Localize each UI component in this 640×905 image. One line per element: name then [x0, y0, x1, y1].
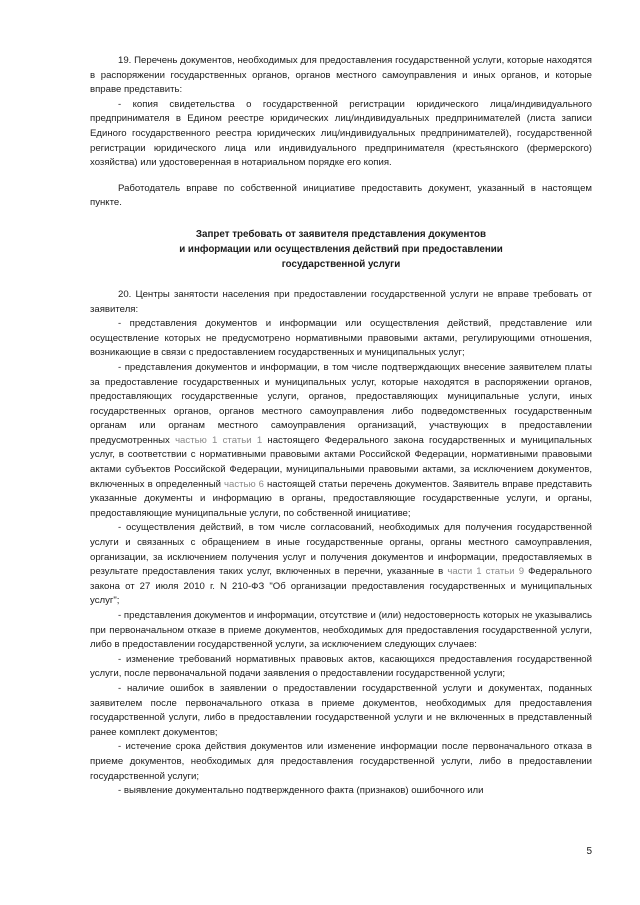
paragraph-20-item-1: - представления документов и информации или осуществления действий, представление или осуществление которых не предусмотрено нормативными правовыми актами, регулирующими отношения, возникающие в связи с предоставлением государственных и муниципальных услуг;	[90, 318, 592, 359]
spacer	[90, 211, 592, 227]
exception-item-3: - истечение срока действия документов или изменение информации после первоначального отказа в приеме документов, необходимых для предоставления государственной услуги, либо в предоставлении государственной услуги;	[90, 741, 592, 782]
section-heading-line-3: государственной услуги	[281, 258, 401, 270]
section-heading-line-2: и информации или осуществления действий при предоставлении	[179, 243, 503, 255]
exception-item-2: - наличие ошибок в заявлении о предоставлении государственной услуги и документах, поданных заявителем после первоначального отказа в приеме документов, необходимых для предоставления государственной услуги, либо в предоставлении государственной услуги и не включенных в представленный ранее комплект документов;	[90, 682, 592, 738]
text-run: Федерального закона от 27 июля 2010 г. N 210-ФЗ "Об организации предоставления государственных и муниципальных услуг";	[90, 566, 592, 607]
text-run: настоящего Федерального закона государственных и муниципальных услуг, в соответствии с нормативными правовыми актами Российской Федерации, нормативными правовыми актами субъектов Российской Федерации, муниципальными правовыми актами, за исключением документов, включенных в определенный	[90, 434, 592, 490]
paragraph-20-intro: 20. Центры занятости населения при предоставлении государственной услуги не вправе требовать от заявителя:	[90, 288, 592, 315]
exception-item-4: - выявление документально подтвержденного факта (признаков) ошибочного или	[118, 785, 484, 797]
paragraph-20-item-4: - представления документов и информации, отсутствие и (или) недостоверность которых не указывались при первоначальном отказе в приеме документов, необходимых для предоставления государственной услуги, либо в предоставлении государственной услуги, за исключением следующих случаев:	[90, 610, 592, 651]
law-reference-link: частью 6	[223, 478, 265, 490]
text-run: настоящей статьи перечень документов. Заявитель вправе представить указанные документы и информацию в органы, предоставляющие государственные услуги, и органы, предоставляющие муниципальные услуги, по собственной инициативе;	[90, 478, 592, 519]
text-run: - осуществления действий, в том числе согласований, необходимых для получения государственной услуги и связанных с обращением в иные государственные органы, органы местного самоуправления, организации, за исключением получения услуг и получения документов и информации, предоставляемых в результате предоставления таких услуг, включенных в перечни, указанные в	[90, 522, 592, 578]
page-number: 5	[586, 846, 592, 857]
spacer	[90, 272, 592, 288]
law-reference-link: частью 1 статьи 1	[175, 434, 263, 446]
paragraph-19-item: - копия свидетельства о государственной регистрации юридического лица/индивидуального предпринимателя в Едином реестре юридических лиц/индивидуальных предпринимателей (листа записи Единого государственного реестра юридических лиц/индивидуальных предпринимателей), государственной регистрации юридического лица или индивидуального предпринимателя (крестьянского (фермерского) хозяйства) или удостоверенная в нотариальном порядке его копия.	[90, 98, 592, 169]
text-run: - представления документов и информации, в том числе подтверждающих внесение заявителем платы за предоставление государственных и муниципальных услуг, которые находятся в распоряжении органов, предоставляющих государственные услуги, органов, предоставляющих муниципальные услуги, иных государственных органов, органов местного самоуправления либо подведомственных государственным органам или органам местного самоуправления организаций, участвующих в предоставлении предусмотренных	[90, 361, 592, 446]
paragraph-20-item-3	[90, 521, 592, 609]
spacer	[90, 171, 592, 182]
exception-item-1: - изменение требований нормативных правовых актов, касающихся предоставления государственной услуги, после первоначальной подачи заявления о предоставлении государственной услуги;	[90, 653, 592, 680]
paragraph-19-note: Работодатель вправе по собственной инициативе предоставить документ, указанный в настоящем пункте.	[90, 182, 592, 209]
paragraph-20-item-2	[90, 361, 592, 522]
paragraph-19-intro: 19. Перечень документов, необходимых для предоставления государственной услуги, которые находятся в распоряжении государственных органов, органов местного самоуправления и иных органов, и которые вправе представить:	[90, 55, 592, 96]
law-reference-link: части 1 статьи 9	[447, 566, 525, 578]
section-heading-line-1: Запрет требовать от заявителя представления документов	[195, 228, 487, 240]
